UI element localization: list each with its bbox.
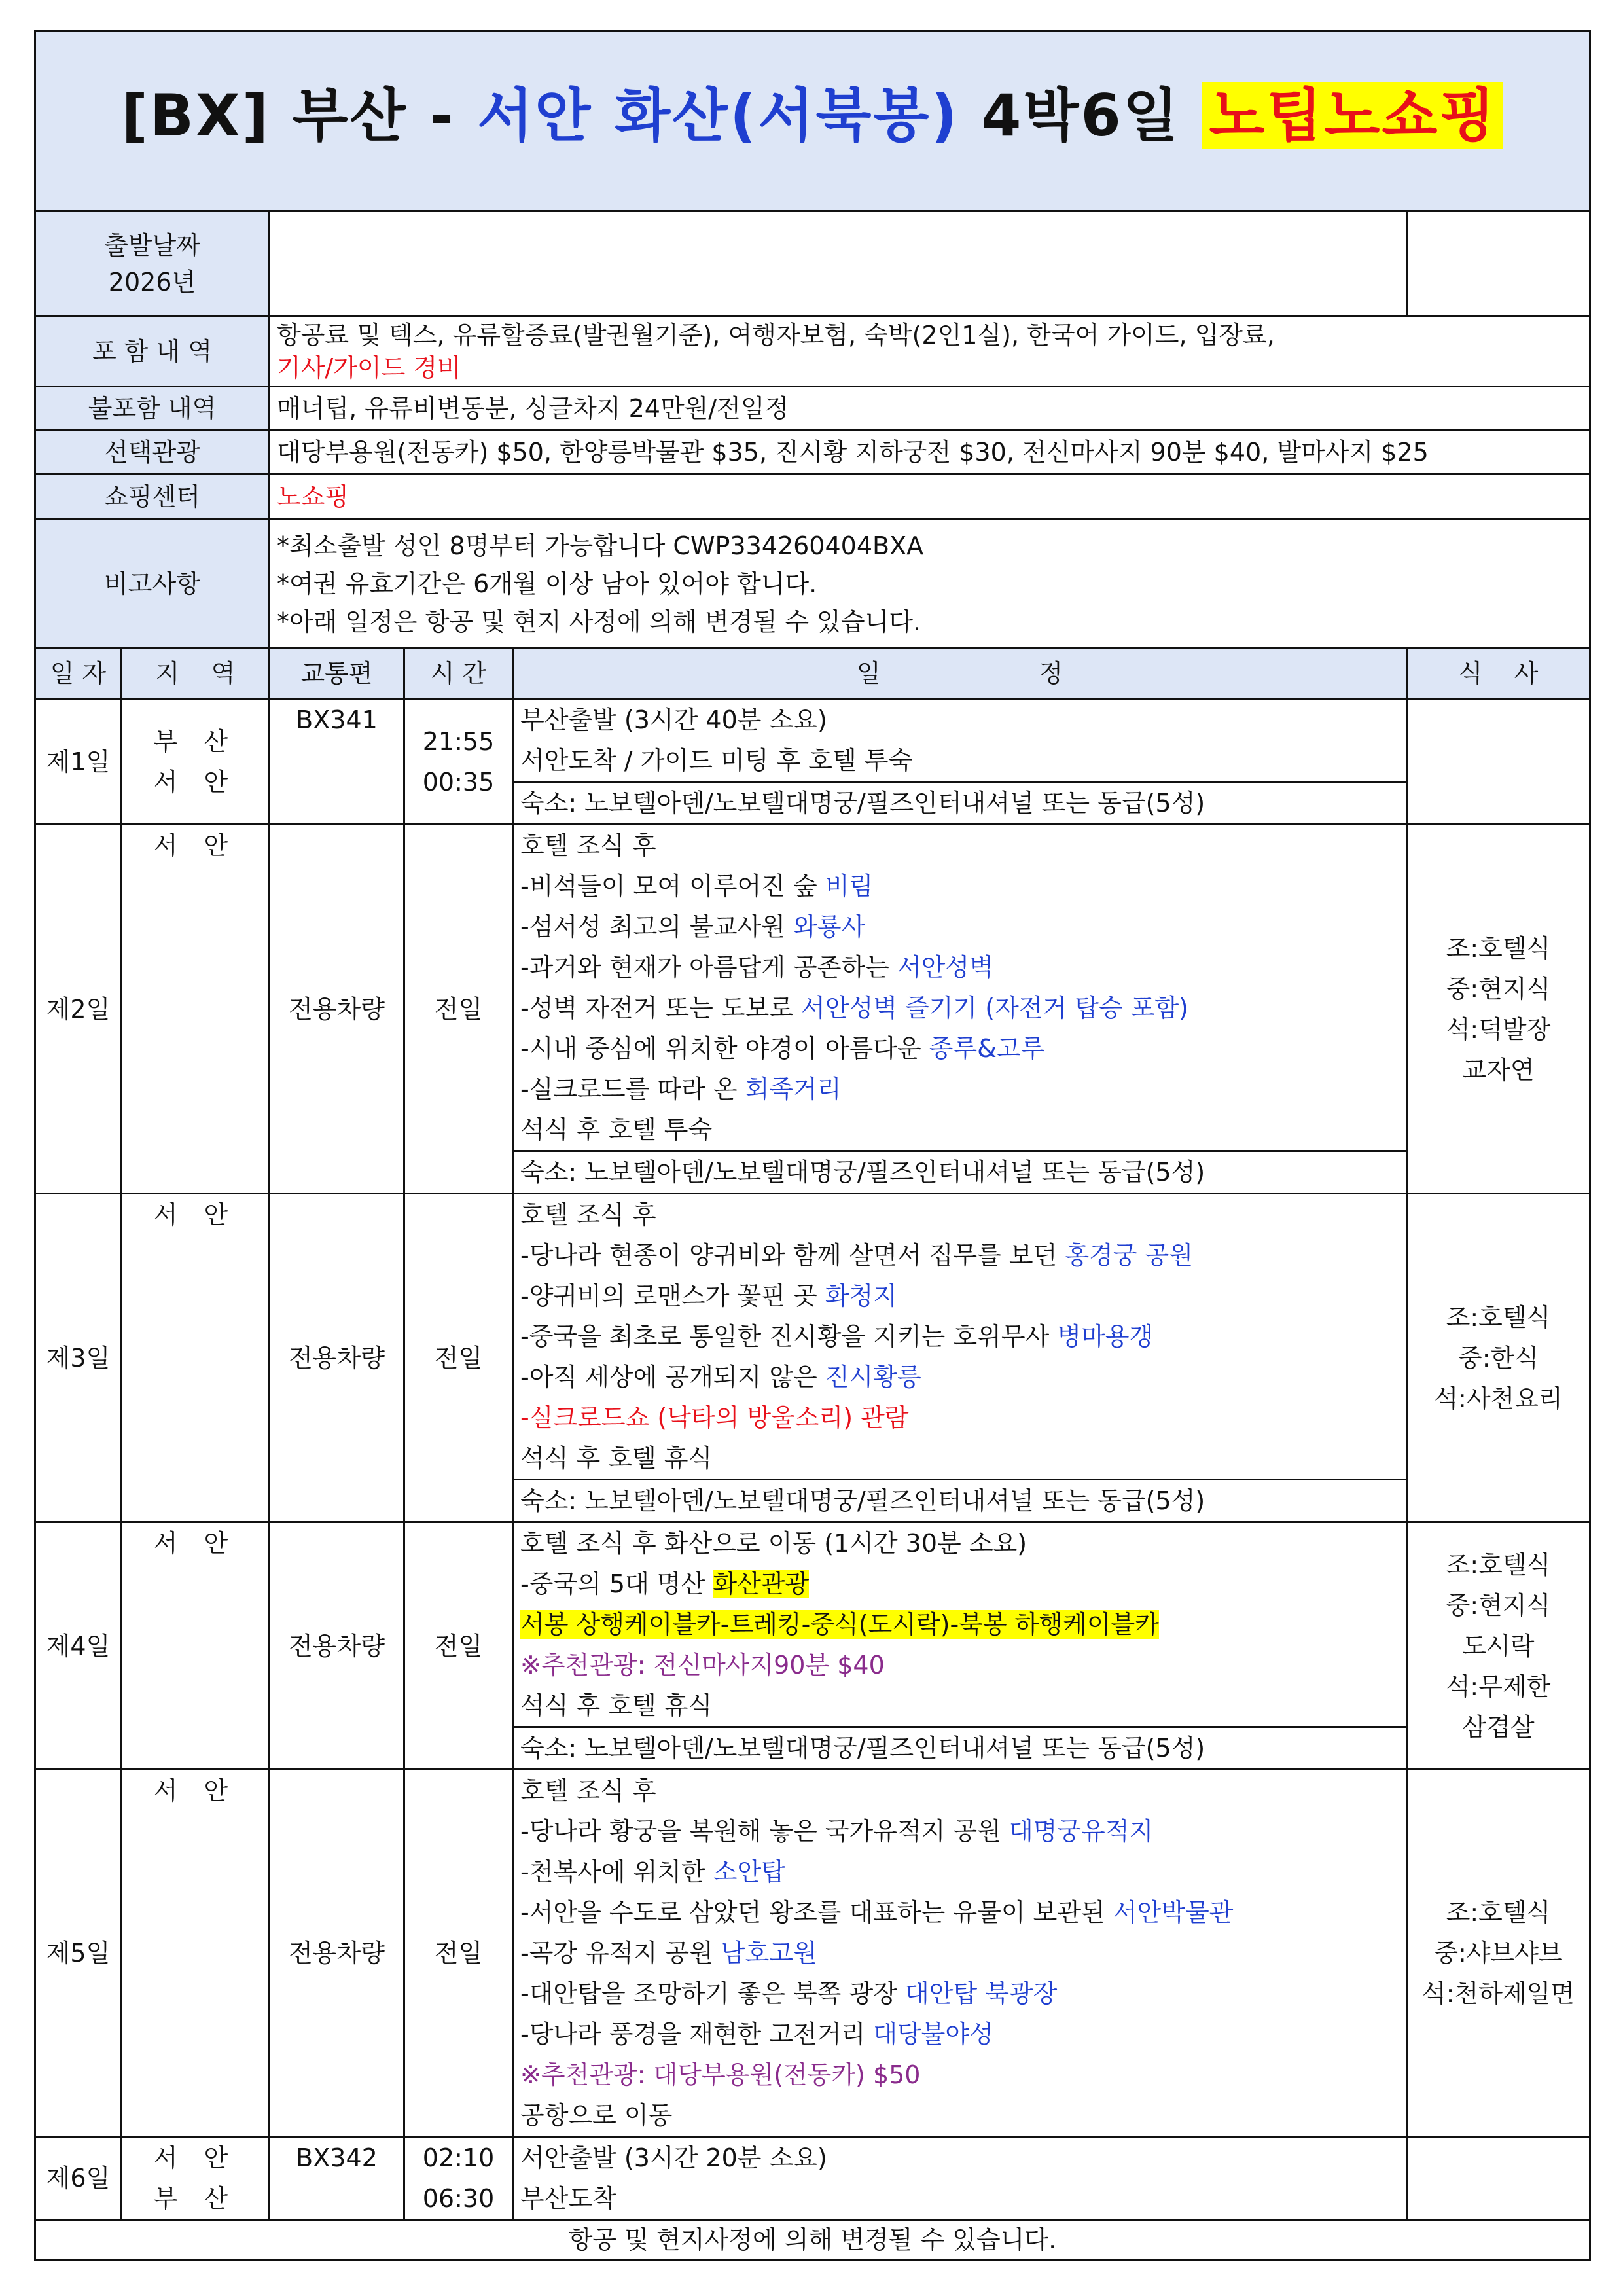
- footer-note: 항공 및 현지사정에 의해 변경될 수 있습니다.: [35, 2220, 1590, 2260]
- excluded-label: 불포함 내역: [35, 387, 270, 430]
- hotel-info: 숙소: 노보텔아덴/노보텔대명궁/필즈인터내셔널 또는 동급(5성): [514, 1726, 1406, 1768]
- transport: BX341: [270, 699, 404, 825]
- departure-extra-value: [1407, 211, 1590, 316]
- region: 서 안: [122, 825, 270, 1194]
- region: 부 산 서 안: [122, 699, 270, 825]
- itinerary-table: [34, 30, 1591, 2261]
- no-tip-no-shopping-badge: 노팁노쇼핑: [1202, 82, 1503, 149]
- day-label: 제5일: [35, 1770, 122, 2137]
- day-row: [35, 1522, 1590, 1770]
- departure-date-value: [270, 211, 1407, 316]
- header-meal: 식 사: [1407, 649, 1590, 699]
- time: 전일: [404, 825, 513, 1194]
- shopping-value: 노쇼핑: [270, 475, 1590, 519]
- remarks-label: 비고사항: [35, 519, 270, 649]
- time: 21:55 00:35: [404, 699, 513, 825]
- meal: 조:호텔식 중:한식 석:사천요리: [1407, 1194, 1590, 1522]
- day-label: 제6일: [35, 2137, 122, 2220]
- page-title: [BX] 부산 - 서안 화산(서북봉) 4박6일 노팁노쇼핑: [122, 82, 1504, 149]
- meal: 조:호텔식 중:현지식 석:덕발장 교자연: [1407, 825, 1590, 1194]
- departure-label: 출발날짜 2026년: [35, 211, 270, 316]
- schedule: 호텔 조식 후 -당나라 황궁을 복원해 놓은 국가유적지 공원 대명궁유적지 -천복사에 위치한 소안탑 -서안을 수도로 삼았던 왕조를 대표하는 유물이 보관된 서안박물관 -곡강 유적지 공원 남호고원 -대안탑을 조망하기 좋은 북쪽 광장 대안탑 북광장 -당나라 풍경을 재현한 고전거리 대당불야성 ※추천관광: 대당부용원(전동카) $50 공항으로 이동: [513, 1770, 1407, 2137]
- day-row: [35, 825, 1590, 1194]
- itinerary-document: [34, 30, 1589, 2261]
- transport: 전용차량: [270, 1522, 404, 1770]
- region: 서 안: [122, 1194, 270, 1522]
- time: 전일: [404, 1194, 513, 1522]
- meal: [1407, 699, 1590, 825]
- meal: 조:호텔식 중:현지식 도시락 석:무제한 삼겹살: [1407, 1522, 1590, 1770]
- transport: 전용차량: [270, 1194, 404, 1522]
- included-value: 항공료 및 텍스, 유류할증료(발권월기준), 여행자보험, 숙박(2인1실), 한국어 가이드, 입장료, 기사/가이드 경비: [270, 316, 1590, 387]
- day-label: 제4일: [35, 1522, 122, 1770]
- day-label: 제3일: [35, 1194, 122, 1522]
- meal: 조:호텔식 중:샤브샤브 석:천하제일면: [1407, 1770, 1590, 2137]
- day-label: 제2일: [35, 825, 122, 1194]
- region: 서 안 부 산: [122, 2137, 270, 2220]
- region: 서 안: [122, 1770, 270, 2137]
- transport: 전용차량: [270, 1770, 404, 2137]
- included-label: 포 함 내 역: [35, 316, 270, 387]
- header-region: 지 역: [122, 649, 270, 699]
- shopping-label: 쇼핑센터: [35, 475, 270, 519]
- day-row: [35, 1194, 1590, 1522]
- day-row: [35, 2137, 1590, 2220]
- time: 전일: [404, 1522, 513, 1770]
- meal: [1407, 2137, 1590, 2220]
- header-day: 일 자: [35, 649, 122, 699]
- transport: 전용차량: [270, 825, 404, 1194]
- optional-tour-value: 대당부용원(전동카) $50, 한양릉박물관 $35, 진시황 지하궁전 $30, 전신마사지 90분 $40, 발마사지 $25: [270, 430, 1590, 475]
- time: 전일: [404, 1770, 513, 2137]
- transport: BX342: [270, 2137, 404, 2220]
- schedule: 호텔 조식 후 -비석들이 모여 이루어진 숲 비림 -섬서성 최고의 불교사원 와룡사 -과거와 현재가 아름답게 공존하는 서안성벽 -성벽 자전거 또는 도보로 서안성벽 즐기기 (자전거 탑승 포함) -시내 중심에 위치한 야경이 아름다운 종루&고루 -실크로드를 따라 온 회족거리 석식 후 호텔 투숙 숙소: 노보텔아덴/노보텔대명궁/필즈인터내셔널 또는 동급(5성): [513, 825, 1407, 1194]
- optional-tour-label: 선택관광: [35, 430, 270, 475]
- hotel-info: 숙소: 노보텔아덴/노보텔대명궁/필즈인터내셔널 또는 동급(5성): [514, 781, 1406, 823]
- schedule: 부산출발 (3시간 40분 소요) 서안도착 / 가이드 미팅 후 호텔 투숙 숙소: 노보텔아덴/노보텔대명궁/필즈인터내셔널 또는 동급(5성): [513, 699, 1407, 825]
- hotel-info: 숙소: 노보텔아덴/노보텔대명궁/필즈인터내셔널 또는 동급(5성): [514, 1150, 1406, 1193]
- header-schedule: 일 정: [513, 649, 1407, 699]
- remarks-value: *최소출발 성인 8명부터 가능합니다 CWP334260404BXA *여권 유효기간은 6개월 이상 남아 있어야 합니다. *아래 일정은 항공 및 현지 사정에 의해 변경될 수 있습니다.: [270, 519, 1590, 649]
- hotel-info: 숙소: 노보텔아덴/노보텔대명궁/필즈인터내셔널 또는 동급(5성): [514, 1479, 1406, 1521]
- time: 02:10 06:30: [404, 2137, 513, 2220]
- excluded-value: 매너팁, 유류비변동분, 싱글차지 24만원/전일정: [270, 387, 1590, 430]
- header-time: 시 간: [404, 649, 513, 699]
- day-row: [35, 699, 1590, 825]
- region: 서 안: [122, 1522, 270, 1770]
- title-banner: [35, 31, 1590, 211]
- schedule: 호텔 조식 후 -당나라 현종이 양귀비와 함께 살면서 집무를 보던 홍경궁 공원 -양귀비의 로맨스가 꽃핀 곳 화청지 -중국을 최초로 통일한 진시황을 지키는 호위무사 병마용갱 -아직 세상에 공개되지 않은 진시황릉 -실크로드쇼 (낙타의 방울소리) 관람 석식 후 호텔 휴식 숙소: 노보텔아덴/노보텔대명궁/필즈인터내셔널 또는 동급(5성): [513, 1194, 1407, 1522]
- schedule: 호텔 조식 후 화산으로 이동 (1시간 30분 소요) -중국의 5대 명산 화산관광 서봉 상행케이블카-트레킹-중식(도시락)-북봉 하행케이블카 ※추천관광: 전신마사지90분 $40 석식 후 호텔 휴식 숙소: 노보텔아덴/노보텔대명궁/필즈인터내셔널 또는 동급(5성): [513, 1522, 1407, 1770]
- day-label: 제1일: [35, 699, 122, 825]
- schedule: 서안출발 (3시간 20분 소요) 부산도착: [513, 2137, 1407, 2220]
- header-transport: 교통편: [270, 649, 404, 699]
- day-row: [35, 1770, 1590, 2137]
